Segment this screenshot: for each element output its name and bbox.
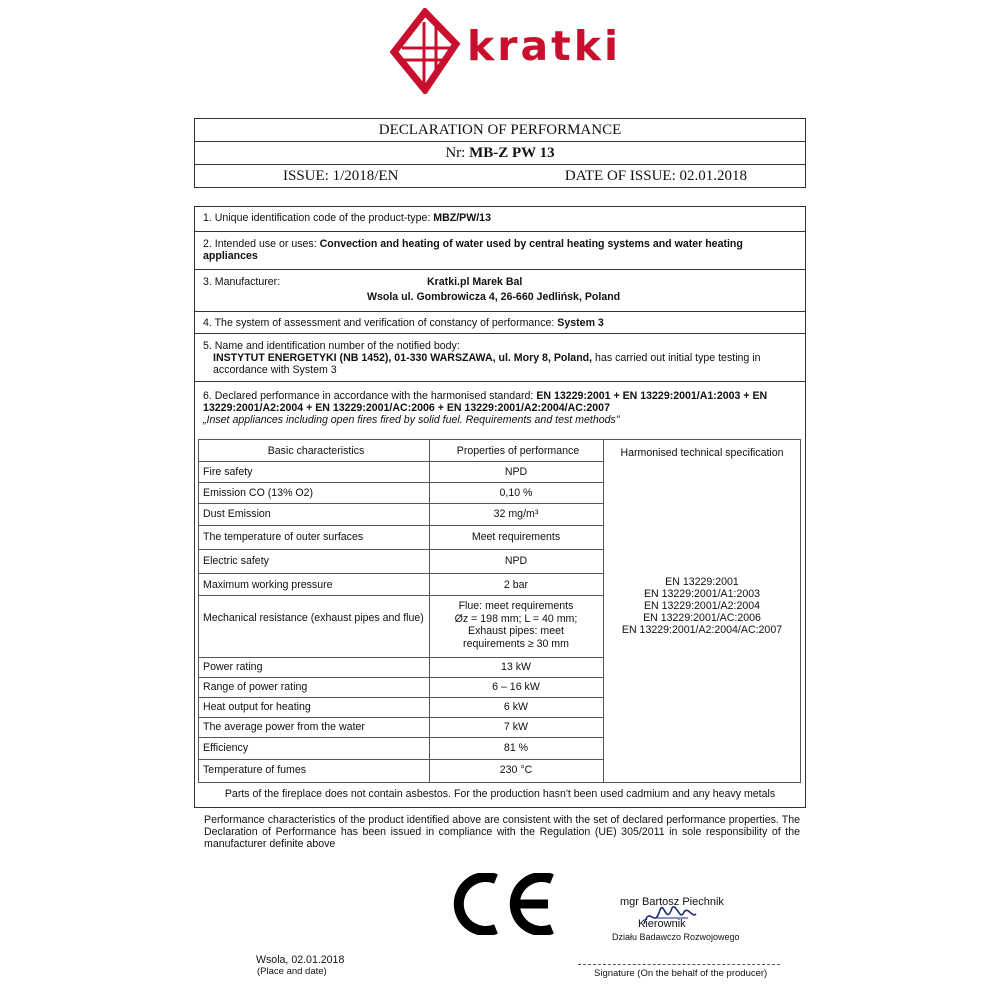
logo-wordmark: kratki [467,22,622,70]
signature-label: Signature (On the behalf of the producer) [594,968,768,979]
section-1-value: MBZ/PW/13 [433,212,491,224]
row-value [429,600,603,650]
declaration-body [194,206,806,808]
table-row [199,550,603,574]
notified-body: INSTYTUT ENERGETYKI (NB 1452), 01-330 WARSZAWA, ul. Mory 8, Poland, [213,352,593,364]
performance-table [198,439,801,783]
row-value: 6 kW [503,701,529,713]
exhaust-requirement: requirements ≥ 30 mm [463,637,569,650]
row-characteristic: Dust Emission [203,508,271,520]
flue-value: Flue: meet requirements [458,600,574,612]
performance-statement: Performance characteristics of the product identified above are consistent with the set of declared performance properties. The Declaration of Performance has been issued in compliance with the Regulation (UE) 305/2011 in sole responsibility of the manufacturer definite above [204,814,800,850]
spec-item: EN 13229:2001 [665,576,739,588]
row-characteristic: Range of power rating [203,681,308,693]
header-basic-characteristics: Basic characteristics [199,440,433,462]
spec-item: EN 13229:2001/AC:2006 [643,612,761,624]
row-value: 13 kW [500,661,532,673]
harmonised-standard: EN 13229:2001 + EN 13229:2001/A1:2003 + EN 13229:2001/A2:2004 + EN 13229:2001/AC:2006 + EN 13229:2001/A2:2004/AC:2007 [203,390,768,414]
row-value: NPD [504,555,528,567]
header-technical-spec: Harmonised technical specification [620,447,784,459]
table-row [199,698,603,718]
table-row [199,574,603,596]
exhaust-value: Exhaust pipes: meet [468,625,564,637]
issue-number: ISSUE: 1/2018/EN [283,168,399,184]
number-value: MB-Z PW 13 [469,145,555,161]
table-row [199,504,603,526]
row-value: 230 °C [499,764,533,776]
ce-mark-icon [444,873,556,935]
row-characteristic: Electric safety [203,555,269,567]
signature-line [578,964,780,965]
table-row [199,658,603,678]
row-characteristic: Maximum working pressure [203,579,333,591]
spec-item: EN 13229:2001/A2:2004/AC:2007 [621,624,783,636]
section-5-tail: has carried out initial type testing in accordance with System 3 [213,352,761,376]
row-value: 2 bar [503,579,529,591]
row-characteristic: Mechanical resistance (exhaust pipes and flue) [203,612,424,624]
section-2-value: Convection and heating of water used by central heating systems and water heating appliances [203,238,743,262]
row-characteristic: Temperature of fumes [203,764,307,776]
section-2-label: 2. Intended use or uses: [203,238,317,250]
table-row [199,738,603,760]
row-value: 0,10 % [499,487,533,499]
document-title: DECLARATION OF PERFORMANCE [195,119,805,142]
row-characteristic: The temperature of outer surfaces [203,531,364,543]
section-6-label: 6. Declared performance in accordance with the harmonised standard: [203,390,534,402]
row-characteristic: Fire safety [203,466,253,478]
table-row [199,718,603,738]
row-value: 81 % [503,742,529,754]
section-1-label: 1. Unique identification code of the product-type: [203,212,431,224]
table-row [199,526,603,550]
row-value: NPD [504,466,528,478]
table-row [199,760,603,782]
ce-mark [444,873,556,940]
section-3 [195,270,805,312]
row-value: Meet requirements [471,531,561,543]
signer-department: Działu Badawczo Rozwojowego [612,932,740,942]
row-characteristic: The average power from the water [203,721,365,733]
kratki-logo [390,8,640,94]
section-4 [195,312,805,334]
technical-spec-list [603,576,801,636]
standard-title: „Inset appliances including open fires fired by solid fuel. Requirements and test methods" [203,414,620,426]
place-and-date-label: (Place and date) [257,966,327,977]
place-and-date: Wsola, 02.01.2018 [256,954,345,966]
section-4-label: 4. The system of assessment and verification of constancy of performance: [203,317,555,329]
manufacturer-address: Wsola ul. Gombrowicza 4, 26-660 Jedlińsk, Poland [367,291,621,303]
section-4-value: System 3 [557,317,604,329]
document-number [195,142,805,165]
spec-item: EN 13229:2001/A1:2003 [643,588,761,600]
section-5 [195,334,805,382]
table-row [199,483,603,504]
row-value: 6 – 16 kW [492,681,540,693]
signer-title: Kierownik [638,918,686,930]
section-2 [195,232,805,270]
row-characteristic: Efficiency [203,742,249,754]
section-3-label: 3. Manufacturer: [203,276,281,288]
section-1 [195,207,805,232]
row-characteristic: Heat output for heating [203,701,311,713]
declaration-header [194,118,806,188]
row-value: 7 kW [503,721,529,733]
row-characteristic: Emission CO (13% O2) [203,487,314,499]
section-6 [195,382,805,439]
flue-dimensions: Øz = 198 mm; L = 40 mm; [454,612,578,625]
manufacturer-name: Kratki.pl Marek Bal [427,276,523,288]
row-characteristic: Power rating [203,661,263,673]
table-row [199,678,603,698]
signer-name: mgr Bartosz Piechnik [620,896,724,908]
header-properties: Properties of performance [433,440,603,462]
number-label: Nr: [445,145,466,161]
asbestos-note: Parts of the fireplace does not contain asbestos. For the production hasn't been used cadmium and any heavy metals [224,788,776,800]
issue-date: DATE OF ISSUE: 02.01.2018 [564,168,747,184]
table-row [199,462,603,483]
table-row [199,596,603,658]
section-5-label: 5. Name and identification number of the notified body: [203,340,460,352]
kratki-logo-mark-icon [390,8,470,94]
spec-item: EN 13229:2001/A2:2004 [643,600,761,612]
row-value: 32 mg/m³ [493,508,539,520]
